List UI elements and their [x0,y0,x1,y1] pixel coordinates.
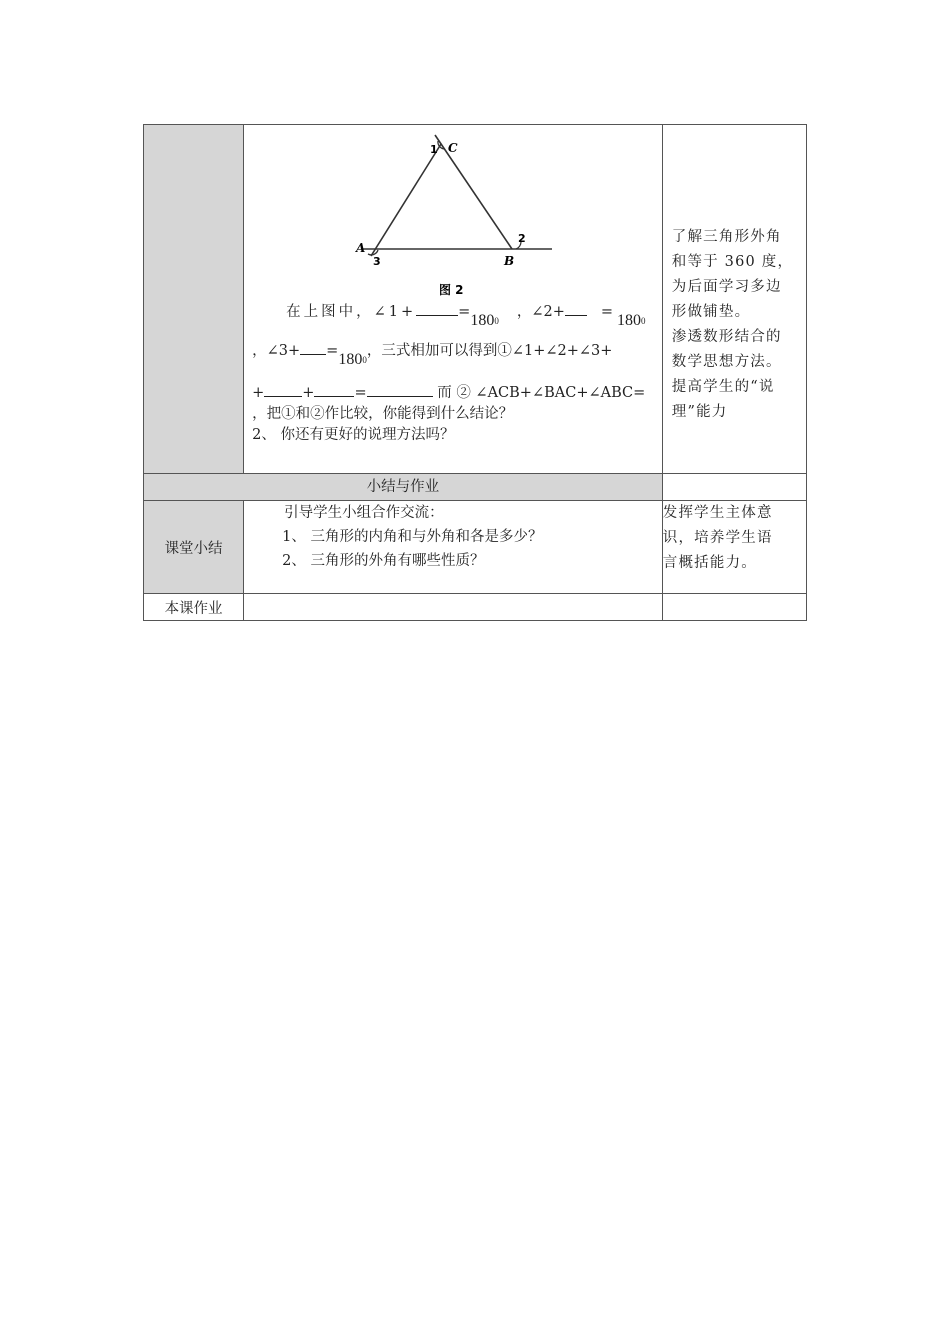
activity-row [144,125,807,474]
homework-goal [662,594,806,621]
homework-label: 本课作业 [144,594,244,621]
section-header-empty [662,474,806,501]
summary-label: 课堂小结 [144,501,244,594]
stage-cell [144,125,244,474]
exercise-line-1: 在上图中，∠1+ =1800，∠2+ = 1800 [286,304,646,329]
triangle-figure [352,129,552,299]
content-cell [244,125,663,474]
label-vertex-c: C [448,141,458,155]
homework-row [144,594,807,621]
label-angle-3: 3 [373,255,381,268]
goal-cell-1: 了解三角形外角 和等于 360 度， 为后面学习多边 形做铺垫。 渗透数形结合的 数学思想方法。 提高学生的“说 理”能力 [662,125,806,474]
exercise-line-3: + + = 而 ② ∠ACB+∠BAC+∠ABC= [252,385,646,401]
label-vertex-b: B [504,254,515,268]
label-angle-1: 1 [430,143,438,156]
section-header-row [144,474,807,501]
homework-content [244,594,663,621]
lesson-plan-table [143,124,807,621]
label-angle-2: 2 [518,232,526,245]
exercise-text [244,301,662,450]
summary-row [144,501,807,594]
exercise-line-2: ，∠3+ =1800，三式相加可以得到①∠1+∠2+∠3+ [252,343,613,368]
summary-content: 引导学生小组合作交流： 1、 三角形的内角和与外角和各是多少？ 2、 三角形的外角有哪些性质？ [244,501,663,594]
section-header: 小结与作业 [144,474,663,501]
figure-caption: 图 2 [439,283,464,297]
exercise-line-4: ，把①和②作比较，你能得到什么结论？ [252,406,514,422]
summary-goal: 发挥学生主体意 识，培养学生语 言概括能力。 [662,501,806,594]
exercise-line-5: 2、 你还有更好的说理方法吗？ [252,427,455,443]
label-vertex-a: A [356,241,366,255]
